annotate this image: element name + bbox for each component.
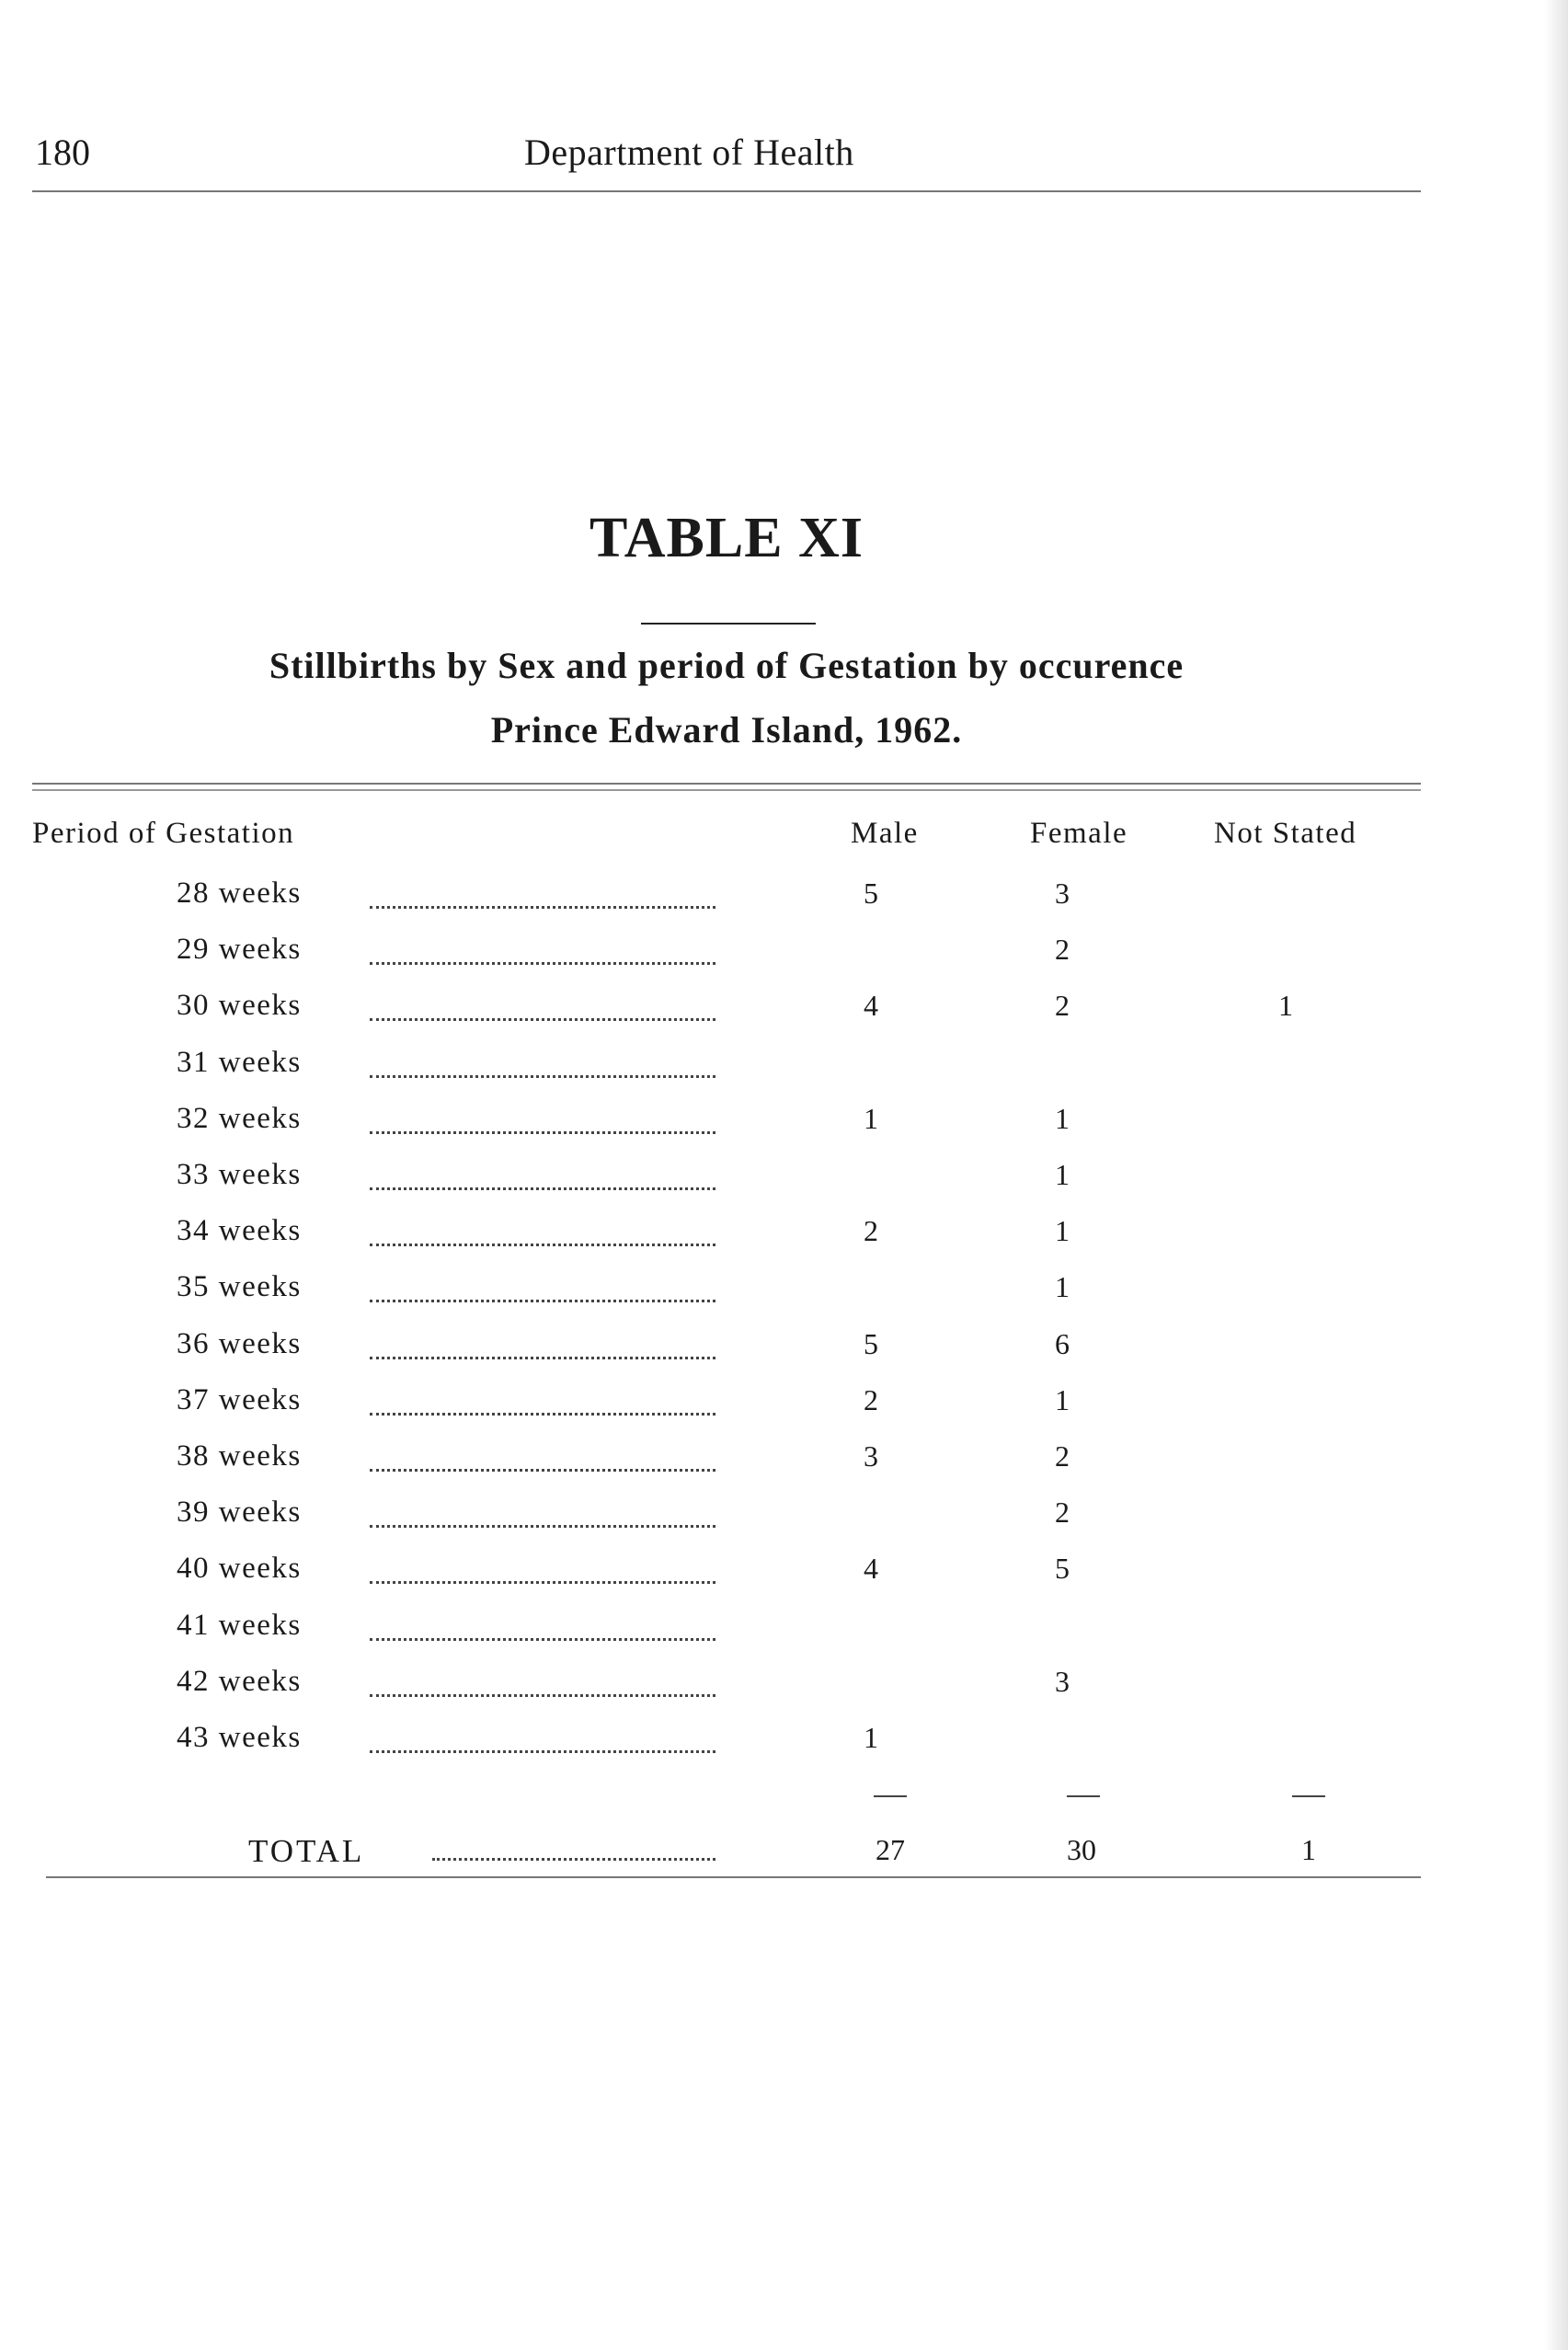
not-stated-total-rule — [1292, 1795, 1325, 1797]
dot-leader — [370, 1581, 715, 1584]
row-label: 34 weeks — [177, 1214, 302, 1247]
row-label: 32 weeks — [177, 1102, 302, 1135]
male-total-rule — [874, 1795, 907, 1797]
cell-female: 3 — [1055, 877, 1070, 910]
column-header-period: Period of Gestation — [32, 817, 295, 850]
cell-male: 1 — [864, 1102, 878, 1135]
table-subtitle-line-1: Stillbirths by Sex and period of Gestation by occurence — [269, 645, 1185, 686]
cell-female: 1 — [1055, 1158, 1070, 1191]
total-female: 30 — [1067, 1833, 1096, 1866]
row-label: 31 weeks — [177, 1046, 302, 1079]
total-male: 27 — [876, 1833, 905, 1866]
column-header-not-stated: Not Stated — [1214, 817, 1357, 850]
dot-leader — [370, 1469, 715, 1472]
cell-female: 1 — [1055, 1270, 1070, 1303]
row-label: 33 weeks — [177, 1158, 302, 1191]
total-not-stated: 1 — [1301, 1833, 1316, 1866]
dot-leader — [370, 1131, 715, 1134]
column-header-female: Female — [1030, 817, 1128, 850]
cell-not-stated: 1 — [1278, 989, 1293, 1022]
cell-male: 2 — [864, 1383, 878, 1416]
cell-male: 4 — [864, 989, 878, 1022]
cell-male: 1 — [864, 1721, 878, 1754]
header-rule — [32, 190, 1421, 192]
total-dot-leader — [432, 1858, 715, 1861]
column-header-male: Male — [851, 817, 919, 850]
cell-male: 3 — [864, 1439, 878, 1473]
row-label: 39 weeks — [177, 1496, 302, 1529]
row-label: 29 weeks — [177, 933, 302, 966]
row-label: 30 weeks — [177, 989, 302, 1022]
row-label: 28 weeks — [177, 877, 302, 910]
total-label: TOTAL — [248, 1833, 365, 1869]
table-bottom-rule — [46, 1876, 1421, 1878]
dot-leader — [370, 962, 715, 965]
dot-leader — [370, 1300, 715, 1302]
dot-leader — [370, 1694, 715, 1697]
cell-female: 1 — [1055, 1383, 1070, 1416]
dot-leader — [370, 1244, 715, 1246]
cell-female: 5 — [1055, 1552, 1070, 1585]
row-label: 38 weeks — [177, 1439, 302, 1473]
cell-male: 4 — [864, 1552, 878, 1585]
dot-leader — [370, 1075, 715, 1078]
dot-leader — [370, 1750, 715, 1753]
dot-leader — [370, 1638, 715, 1641]
cell-female: 2 — [1055, 1439, 1070, 1473]
female-total-rule — [1067, 1795, 1100, 1797]
cell-male: 5 — [864, 1327, 878, 1360]
dot-leader — [370, 1413, 715, 1416]
cell-female: 1 — [1055, 1214, 1070, 1247]
dot-leader — [370, 906, 715, 909]
row-label: 36 weeks — [177, 1327, 302, 1360]
page-number: 180 — [35, 132, 90, 173]
row-label: 35 weeks — [177, 1270, 302, 1303]
cell-female: 2 — [1055, 933, 1070, 966]
row-label: 42 weeks — [177, 1665, 302, 1698]
table-top-rule-second — [32, 789, 1421, 791]
dot-leader — [370, 1525, 715, 1528]
dot-leader — [370, 1357, 715, 1359]
dot-leader — [370, 1018, 715, 1021]
dot-leader — [370, 1187, 715, 1190]
table-top-rule — [32, 783, 1421, 785]
cell-female: 6 — [1055, 1327, 1070, 1360]
row-label: 41 weeks — [177, 1609, 302, 1642]
page-edge-shadow — [1544, 0, 1568, 2350]
row-label: 40 weeks — [177, 1552, 302, 1585]
table-title: TABLE XI — [589, 507, 864, 569]
cell-female: 3 — [1055, 1665, 1070, 1698]
running-head: Department of Health — [524, 132, 854, 173]
cell-male: 2 — [864, 1214, 878, 1247]
cell-female: 2 — [1055, 1496, 1070, 1529]
row-label: 43 weeks — [177, 1721, 302, 1754]
cell-female: 2 — [1055, 989, 1070, 1022]
cell-male: 5 — [864, 877, 878, 910]
row-label: 37 weeks — [177, 1383, 302, 1416]
table-subtitle-line-2: Prince Edward Island, 1962. — [490, 709, 963, 751]
title-divider — [641, 623, 816, 625]
cell-female: 1 — [1055, 1102, 1070, 1135]
